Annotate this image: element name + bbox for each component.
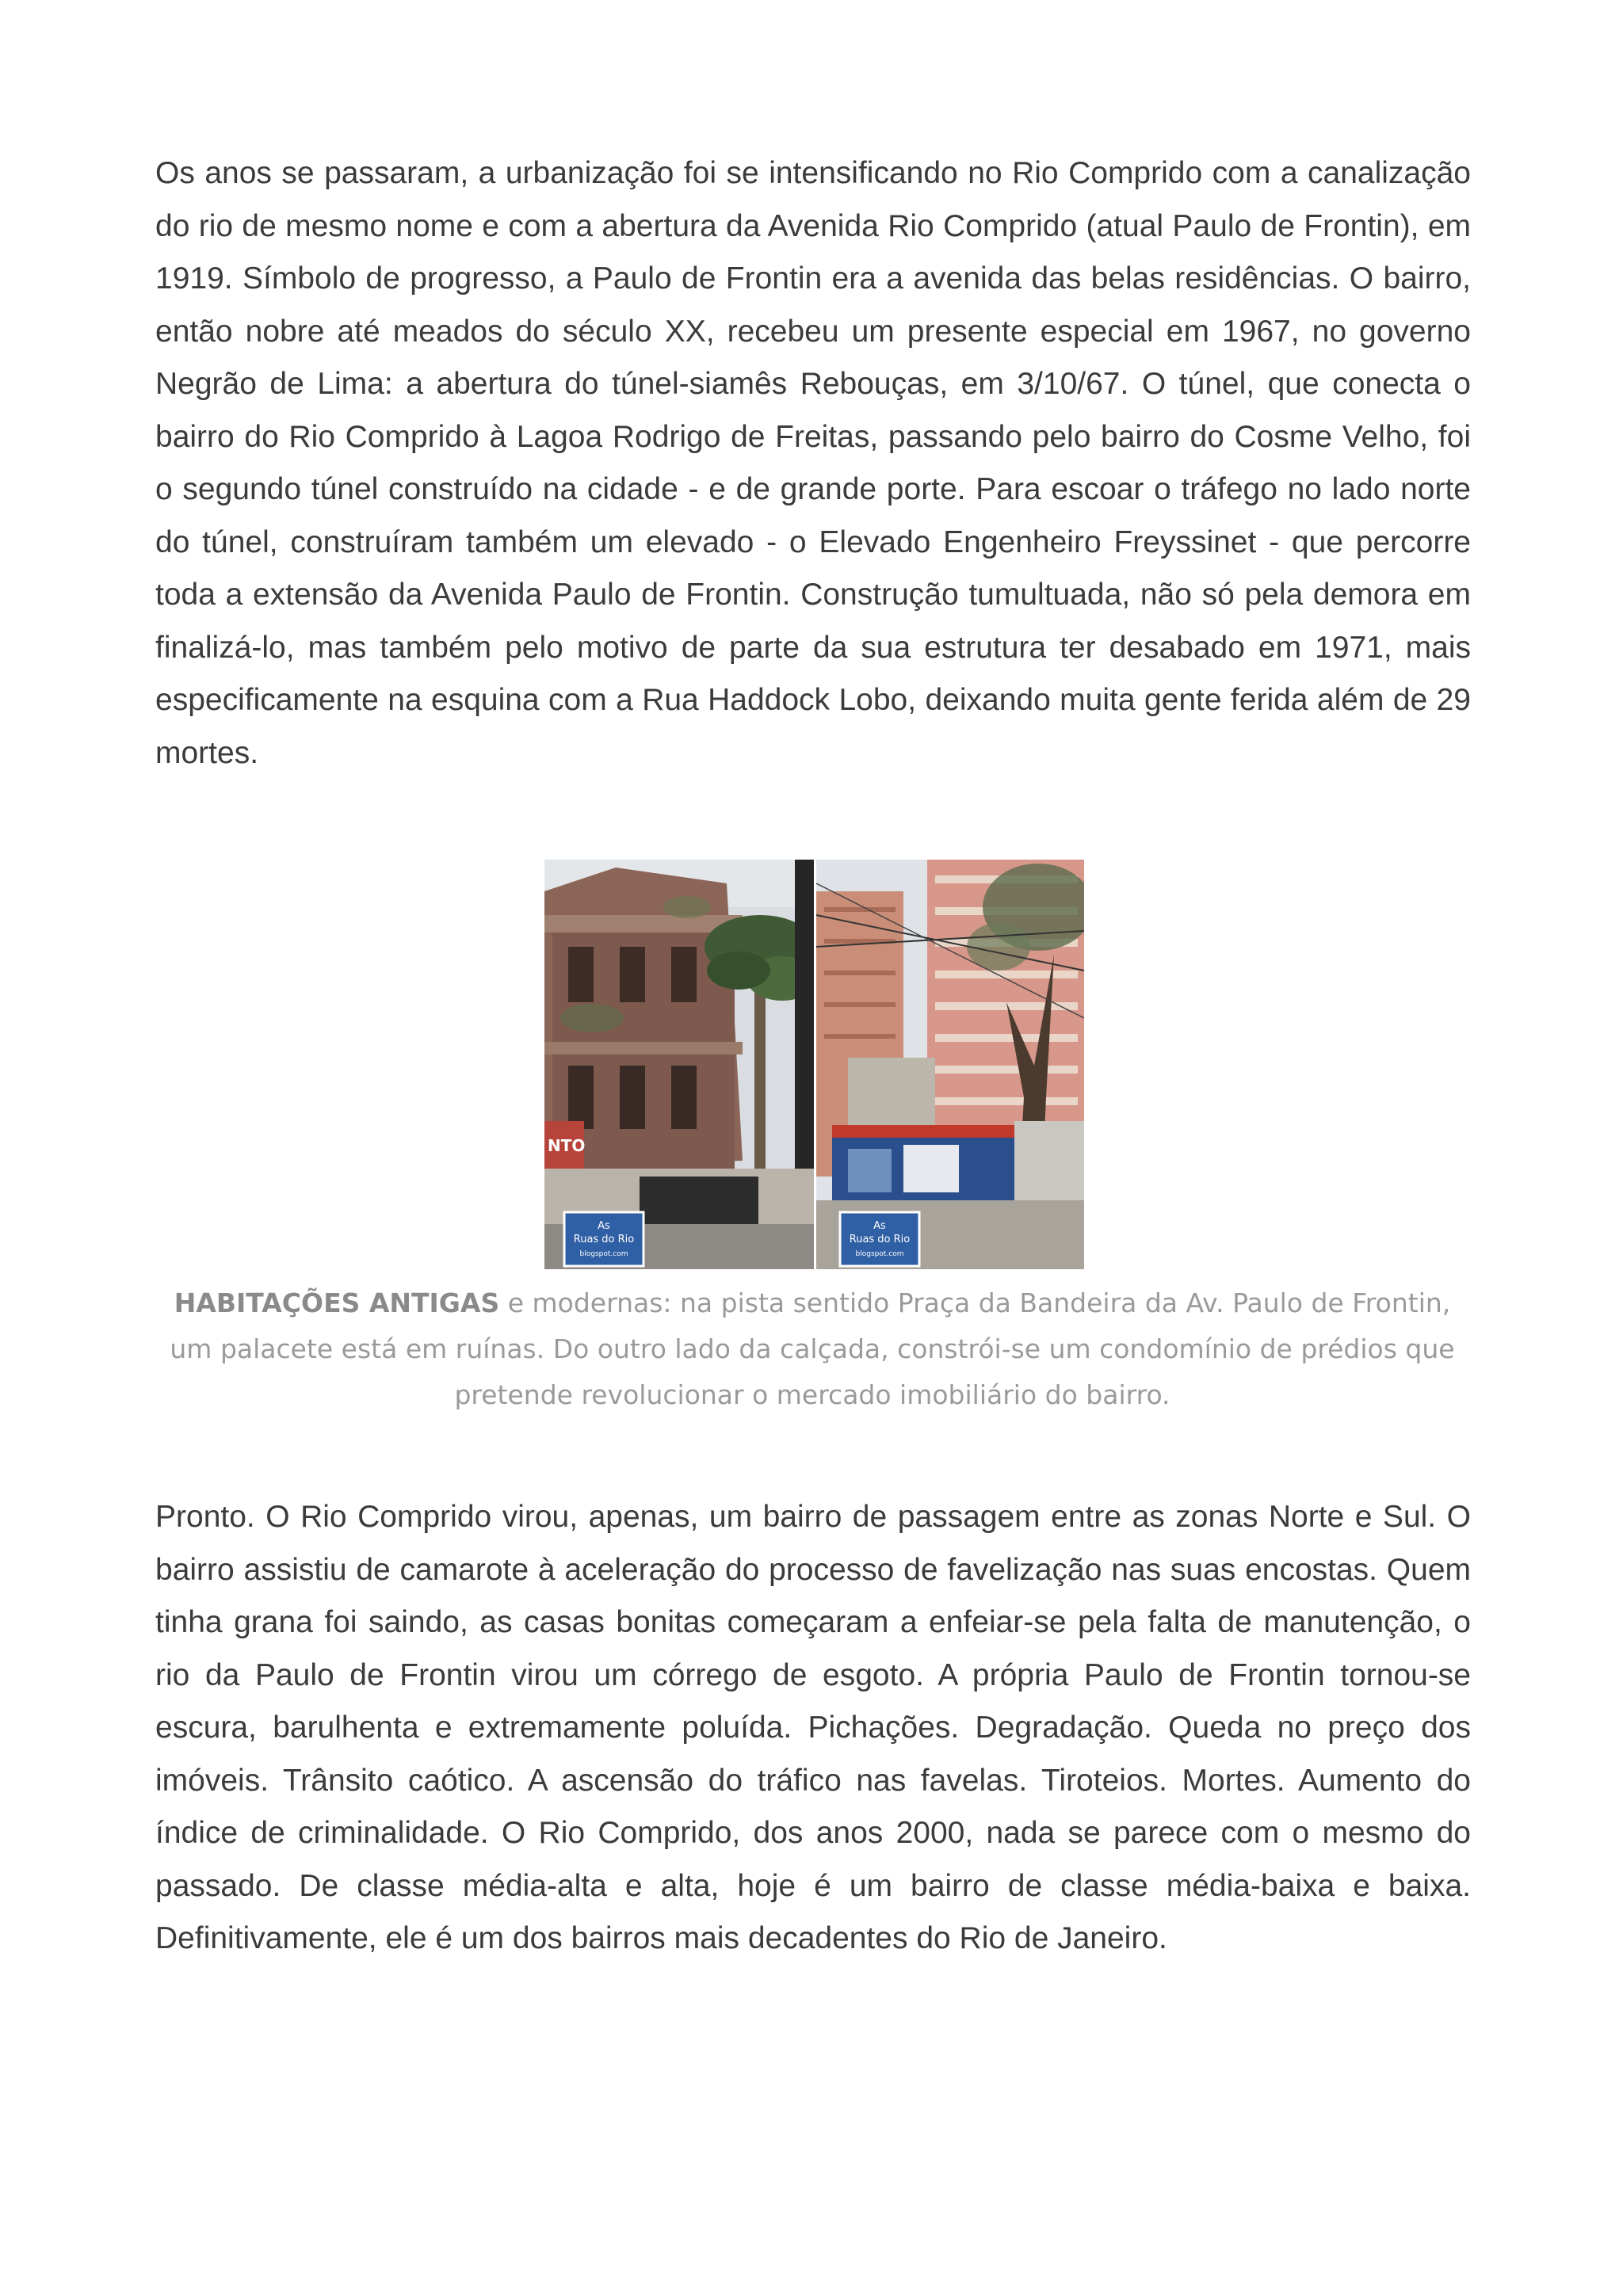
sign-text-right-2: Ruas do Rio bbox=[849, 1234, 911, 1245]
article-paragraph-2: Pronto. O Rio Comprido virou, apenas, um bairro de passagem entre as zonas Norte e Sul. O bairro assistiu de camarote à aceleração do processo de favelização nas suas encostas. Quem tinha grana foi saindo, as casas bonitas começaram a enfeiar-se pela falta de manutenção, o rio da Paulo de Frontin virou um córrego de esgoto. A própria Paulo de Frontin tornou-se escura, barulhenta e extremamente poluída. Pichações. Degradação. Queda no preço dos imóveis. Trânsito caótico. A ascensão do tráfico nas favelas. Tiroteios. Mortes. Aumento do índice de criminalidade. O Rio Comprido, dos anos 2000, nada se parece com o mesmo do passado. De classe média-alta e alta, hoje é um bairro de classe média-baixa e baixa. Definitivamente, ele é um dos bairros mais decadentes do Rio de Janeiro. bbox=[155, 1500, 1471, 1955]
caption-lead: HABITAÇÕES ANTIGAS bbox=[174, 1287, 500, 1318]
sign-text-left-1: As bbox=[598, 1220, 610, 1232]
caption-text: e modernas: na pista sentido Praça da Bandeira da Av. Paulo de Frontin, um palacete está em ruínas. Do outro lado da calçada, constrói-se um condomínio de prédios que pretende revolucionar o mercado imobiliário do bairro. bbox=[170, 1287, 1455, 1410]
article-paragraph: Os anos se passaram, a urbanização foi se intensificando no Rio Comprido com a canalização do rio de mesmo nome e com a abertura da Avenida Rio Comprido (atual Paulo de Frontin), em 1919. Símbolo de progresso, a Paulo de Frontin era a avenida das belas residências. O bairro, então nobre até meados do século XX, recebeu um presente especial em 1967, no governo Negrão de Lima: a abertura do túnel-siamês Rebouças, em 3/10/67. O túnel, que conecta o bairro do Rio Comprido à Lagoa Rodrigo de Freitas, passando pelo bairro do Cosme Velho, foi o segundo túnel construído na cidade - e de grande porte. Para escoar o tráfego no lado norte do túnel, construíram também um elevado - o Elevado Engenheiro Freyssinet - que percorre toda a extensão da Avenida Paulo de Frontin. Construção tumultuada, não só pela demora em finalizá-lo, mas também pelo motivo de parte da sua estrutura ter desabado em 1971, mais especificamente na esquina com a Rua Haddock Lobo, deixando muita gente ferida além de 29 mortes. bbox=[155, 156, 1471, 770]
sign-text-right-1: As bbox=[873, 1220, 886, 1232]
photo-caption bbox=[166, 1280, 1458, 1418]
sign-text-left-3: blogspot.com bbox=[579, 1250, 628, 1258]
sign-text-right-3: blogspot.com bbox=[855, 1250, 904, 1258]
sign-text-left-2: Ruas do Rio bbox=[573, 1234, 635, 1245]
svg-text:NTO: NTO bbox=[548, 1136, 586, 1155]
photo-new-buildings bbox=[816, 860, 1084, 1269]
photo-old-mansion bbox=[544, 860, 814, 1269]
photo-figure bbox=[544, 860, 1084, 1269]
